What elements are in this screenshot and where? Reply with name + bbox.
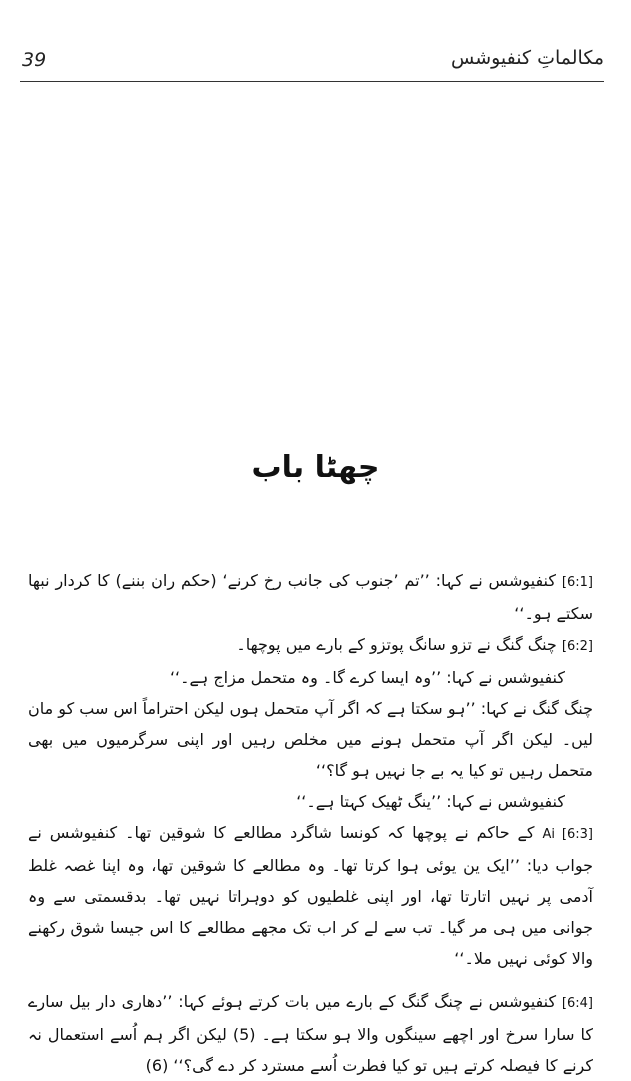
paragraph-text: چنگ گنگ نے تزو سانگ پوتزو کے بارے میں پوچھا۔ [236,635,557,654]
verse-ref: [6:2] [561,639,593,654]
paragraph-text: چنگ گنگ نے کہا: ’’ہو سکتا ہے کہ اگر آپ متحمل ہوں لیکن احتراماً اس سب کو مان لیں۔ لیکن اگر آپ متحمل ہونے میں مخلص رہیں اور اپنی سرگرمیوں میں بھی متحمل رہیں تو کیا یہ بے جا نہیں ہو گا؟‘‘ [28,699,593,780]
paragraph-6-3 [28,817,593,974]
verse-ref: [6:4] [561,996,593,1011]
page-number: 39 [22,49,47,71]
body-text [28,565,593,1081]
paragraph-text: کے حاکم نے پوچھا کہ کونسا شاگرد مطالعے کا شوقین تھا۔ کنفیوشس نے جواب دیا: ’’ایک ین یوئی ہوا کرتا تھا۔ وہ مطالعے کا شوقین تھا، وہ اپنا غصہ غلط آدمی پر نہیں اتارتا تھا، اور اپنی غلطیوں کو دوہراتا نہیں تھا۔ بدقسمتی سے وہ جوانی میں ہی مر گیا۔ تب سے لے کر اب تک مجھے مطالعے کا اس جیسا شوق رکھنے والا کوئی نہیں ملا۔‘‘ [28,823,593,968]
paragraph [28,786,593,817]
chapter-title: چھٹا باب [251,450,380,485]
paragraph-text: کنفیوشس نے کہا: ’’تم ’جنوب کی جانب رخ کرنے‘ (حکم ران بننے) کا کردار نبھا سکتے ہو۔‘‘ [28,571,593,623]
paragraph [28,693,593,786]
verse-ref: [6:3] Ai [542,827,593,842]
paragraph-text: کنفیوشس نے کہا: ’’وہ ایسا کرے گا۔ وہ متحمل مزاج ہے۔‘‘ [169,668,565,687]
paragraph-6-4 [28,986,593,1081]
paragraph-6-2 [28,629,593,662]
paragraph [28,662,593,693]
page-header [20,45,604,83]
paragraph-text: کنفیوشس نے کہا: ’’ینگ ٹھیک کہتا ہے۔‘‘ [296,792,565,811]
verse-ref: [6:1] [561,575,593,590]
header-rule [20,81,604,82]
running-title: مکالماتِ کنفیوشس [450,47,604,69]
paragraph-6-1 [28,565,593,629]
paragraph-text: کنفیوشس نے چنگ گنگ کے بارے میں بات کرتے ہوئے کہا: ’’دھاری دار بیل سارے کا سارا سرخ اور اچھے سینگوں والا ہو سکتا ہے۔ (5) لیکن اگر ہم اُسے استعمال نہ کرنے کا فیصلہ کرتے ہیں تو کیا فطرت اُسے مسترد کر دے گی؟‘‘ (6) [28,992,594,1075]
